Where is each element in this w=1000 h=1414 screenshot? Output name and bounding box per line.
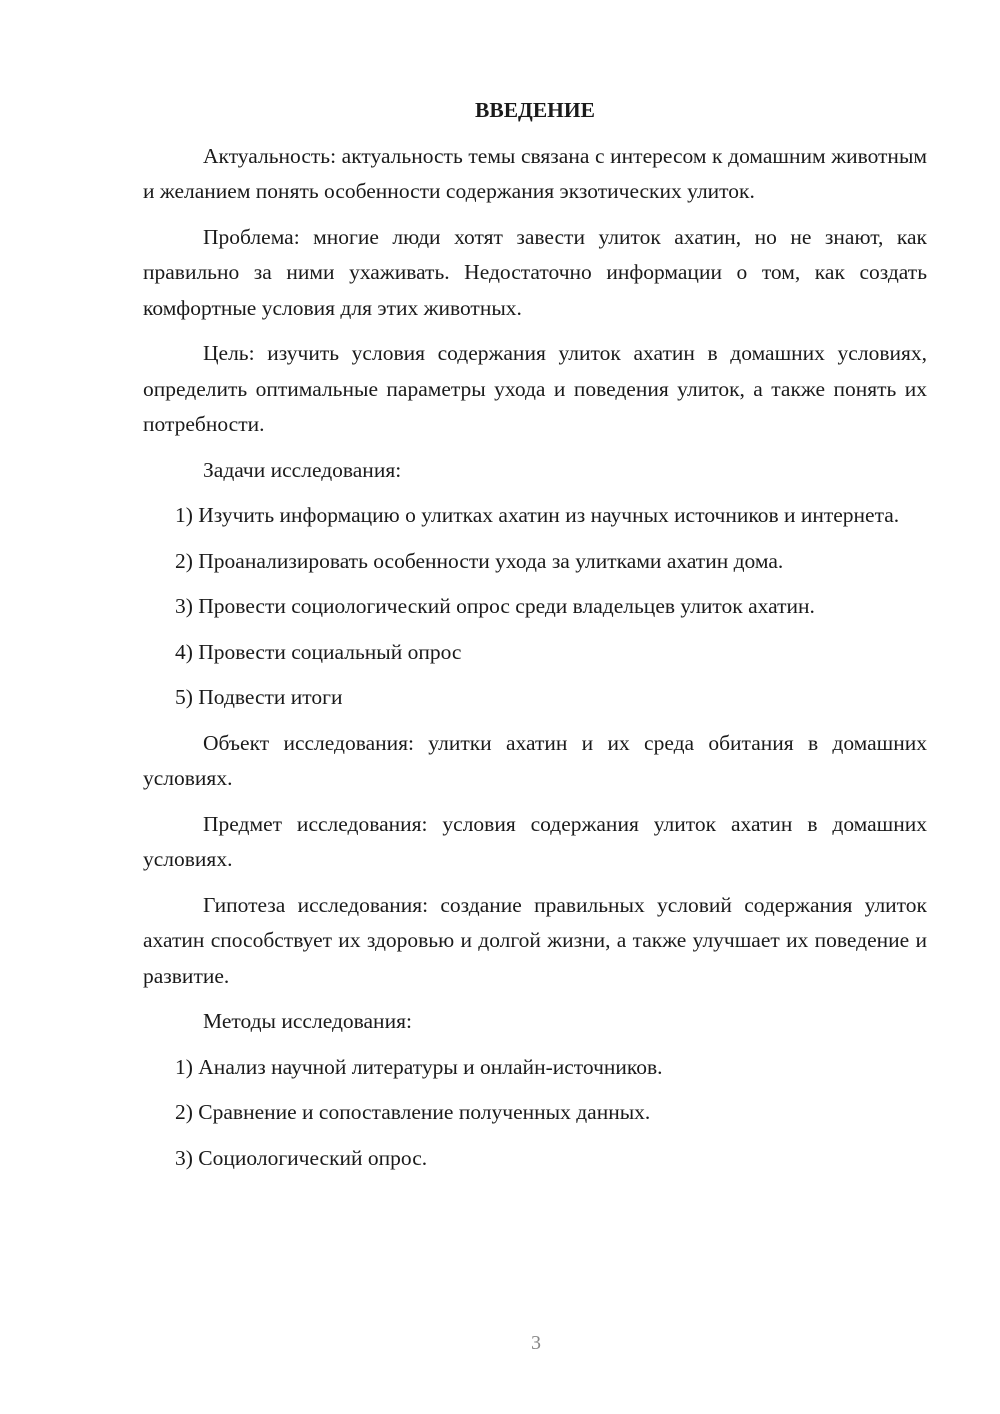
paragraph-problem: Проблема: многие люди хотят завести улиток ахатин, но не знают, как правильно за ними ухаживать. Недостаточно информации о том, как создать комфортные условия для этих животных. xyxy=(143,224,927,320)
method-item-3: 3) Социологический опрос. xyxy=(175,1145,428,1170)
methods-title: Методы исследования: xyxy=(203,1009,412,1033)
paragraph-relevance: Актуальность: актуальность темы связана с интересом к домашним животным и желанием понять особенности содержания экзотических улиток. xyxy=(143,143,927,203)
method-item-1: 1) Анализ научной литературы и онлайн-источников. xyxy=(175,1054,663,1079)
paragraph-object: Объект исследования: улитки ахатин и их среда обитания в домашних условиях. xyxy=(143,730,927,790)
paragraph-subject: Предмет исследования: условия содержания улиток ахатин в домашних условиях. xyxy=(143,811,927,871)
task-item-3: 3) Провести социологический опрос среди владельцев улиток ахатин. xyxy=(175,594,815,618)
tasks-title: Задачи исследования: xyxy=(203,457,402,482)
task-item-1: 1) Изучить информацию о улитках ахатин из научных источников и интернета. xyxy=(175,503,900,527)
task-item-5: 5) Подвести итоги xyxy=(175,685,343,709)
task-item-4: 4) Провести социальный опрос xyxy=(175,639,462,664)
paragraph-hypothesis: Гипотеза исследования: создание правильных условий содержания улиток ахатин способствует их здоровью и долгой жизни, а также улучшает их поведение и развитие. xyxy=(143,892,927,988)
task-item-2: 2) Проанализировать особенности ухода за улитками ахатин дома. xyxy=(175,548,784,573)
method-item-2: 2) Сравнение и сопоставление полученных данных. xyxy=(175,1100,651,1124)
page-number: 3 xyxy=(531,1332,541,1354)
paragraph-goal: Цель: изучить условия содержания улиток ахатин в домашних условиях, определить оптимальные параметры ухода и поведения улиток, а также понять их потребности. xyxy=(143,341,927,436)
document-body xyxy=(143,93,927,1186)
section-heading: ВВЕДЕНИЕ xyxy=(475,98,595,122)
